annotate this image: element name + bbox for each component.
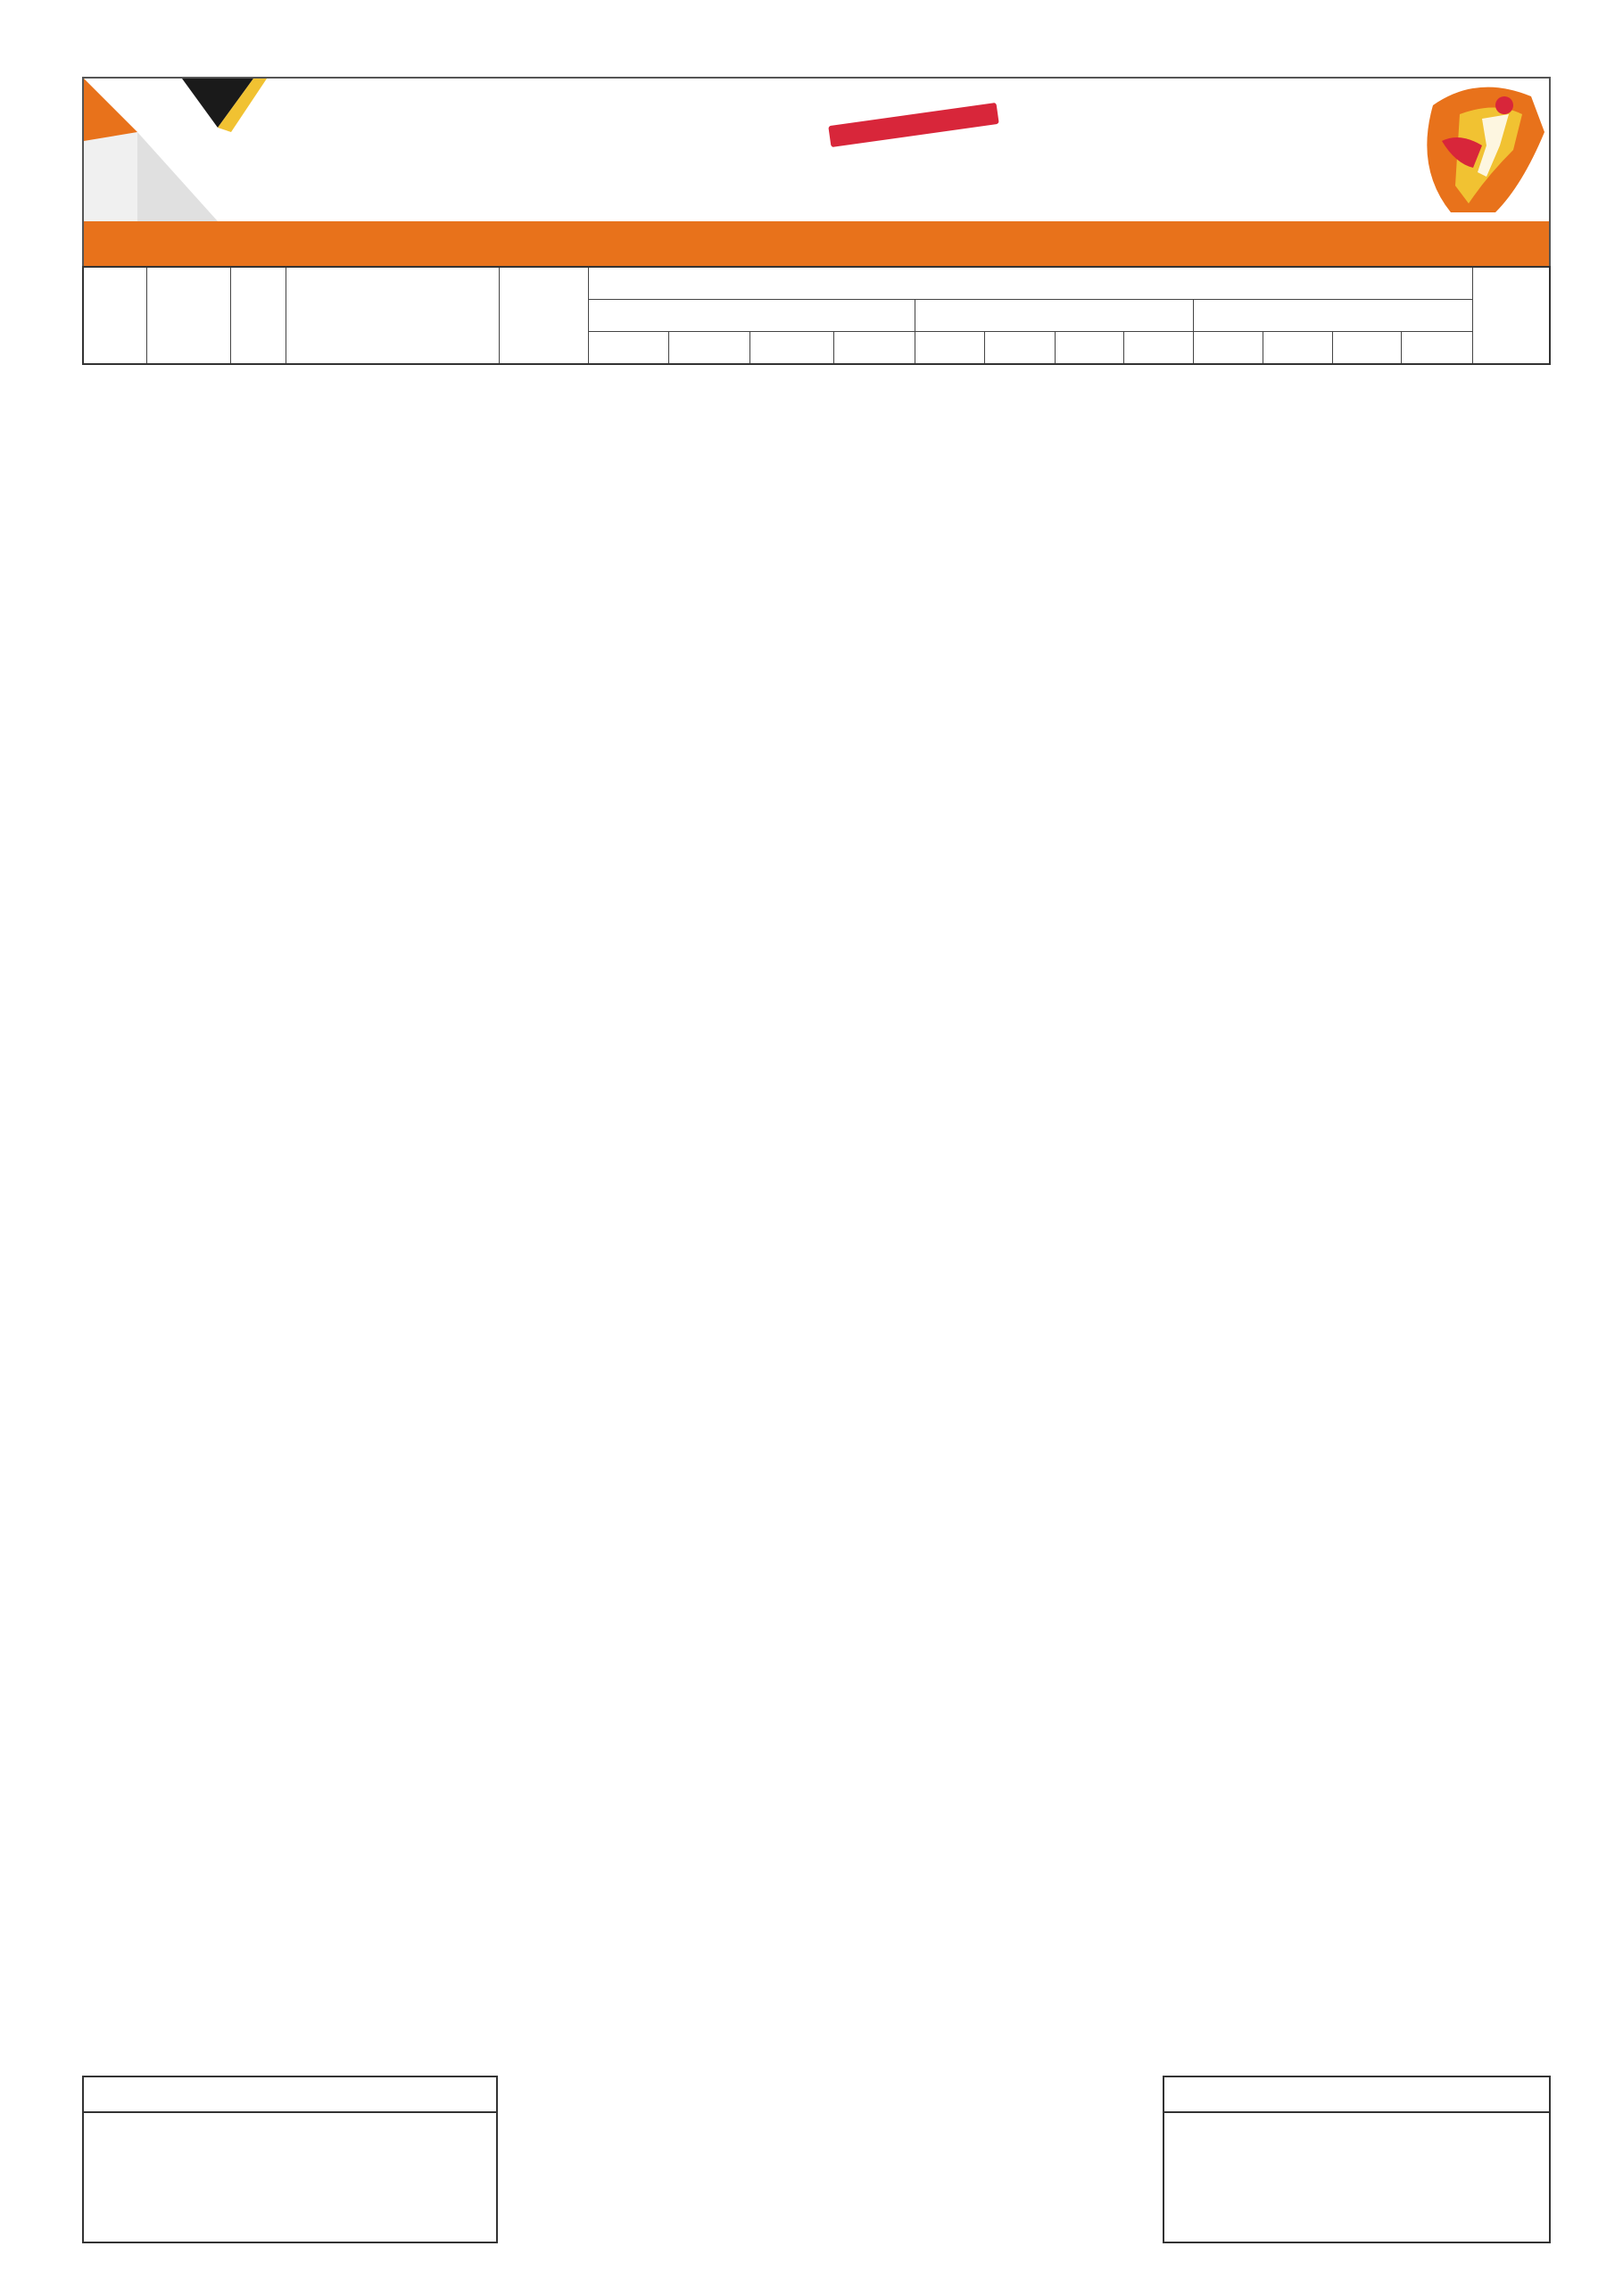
col-bib	[499, 267, 588, 364]
col-team	[286, 267, 499, 364]
col-remarks	[1473, 267, 1550, 364]
col-results	[588, 267, 1473, 300]
col-qual-score	[588, 332, 668, 365]
col-qual-points	[750, 332, 833, 365]
results-table	[82, 266, 1551, 365]
climber-logo	[1397, 79, 1549, 221]
opening-badge	[828, 103, 998, 147]
posting-time-label	[84, 2077, 496, 2113]
document-header	[82, 77, 1551, 221]
col-semi-b	[1055, 332, 1124, 365]
results-document	[82, 77, 1551, 365]
judge-confirm-box	[1163, 2076, 1551, 2243]
col-final-t	[1194, 332, 1263, 365]
col-qual-attempts	[668, 332, 749, 365]
col-final-ta	[1263, 332, 1332, 365]
col-region	[231, 267, 286, 364]
category-banner	[82, 221, 1551, 266]
col-name	[146, 267, 231, 364]
col-semi-ba	[1124, 332, 1194, 365]
decorative-triangles	[84, 79, 316, 221]
col-final	[1194, 300, 1473, 332]
table-header	[83, 267, 1550, 364]
col-qual-rank	[833, 332, 915, 365]
col-semi	[915, 300, 1194, 332]
col-qual	[588, 300, 915, 332]
col-rank	[83, 267, 146, 364]
col-final-ba	[1402, 332, 1473, 365]
posting-time-box	[82, 2076, 498, 2243]
judge-confirm-label	[1164, 2077, 1549, 2113]
col-semi-t	[915, 332, 985, 365]
col-final-b	[1332, 332, 1402, 365]
col-semi-ta	[984, 332, 1055, 365]
